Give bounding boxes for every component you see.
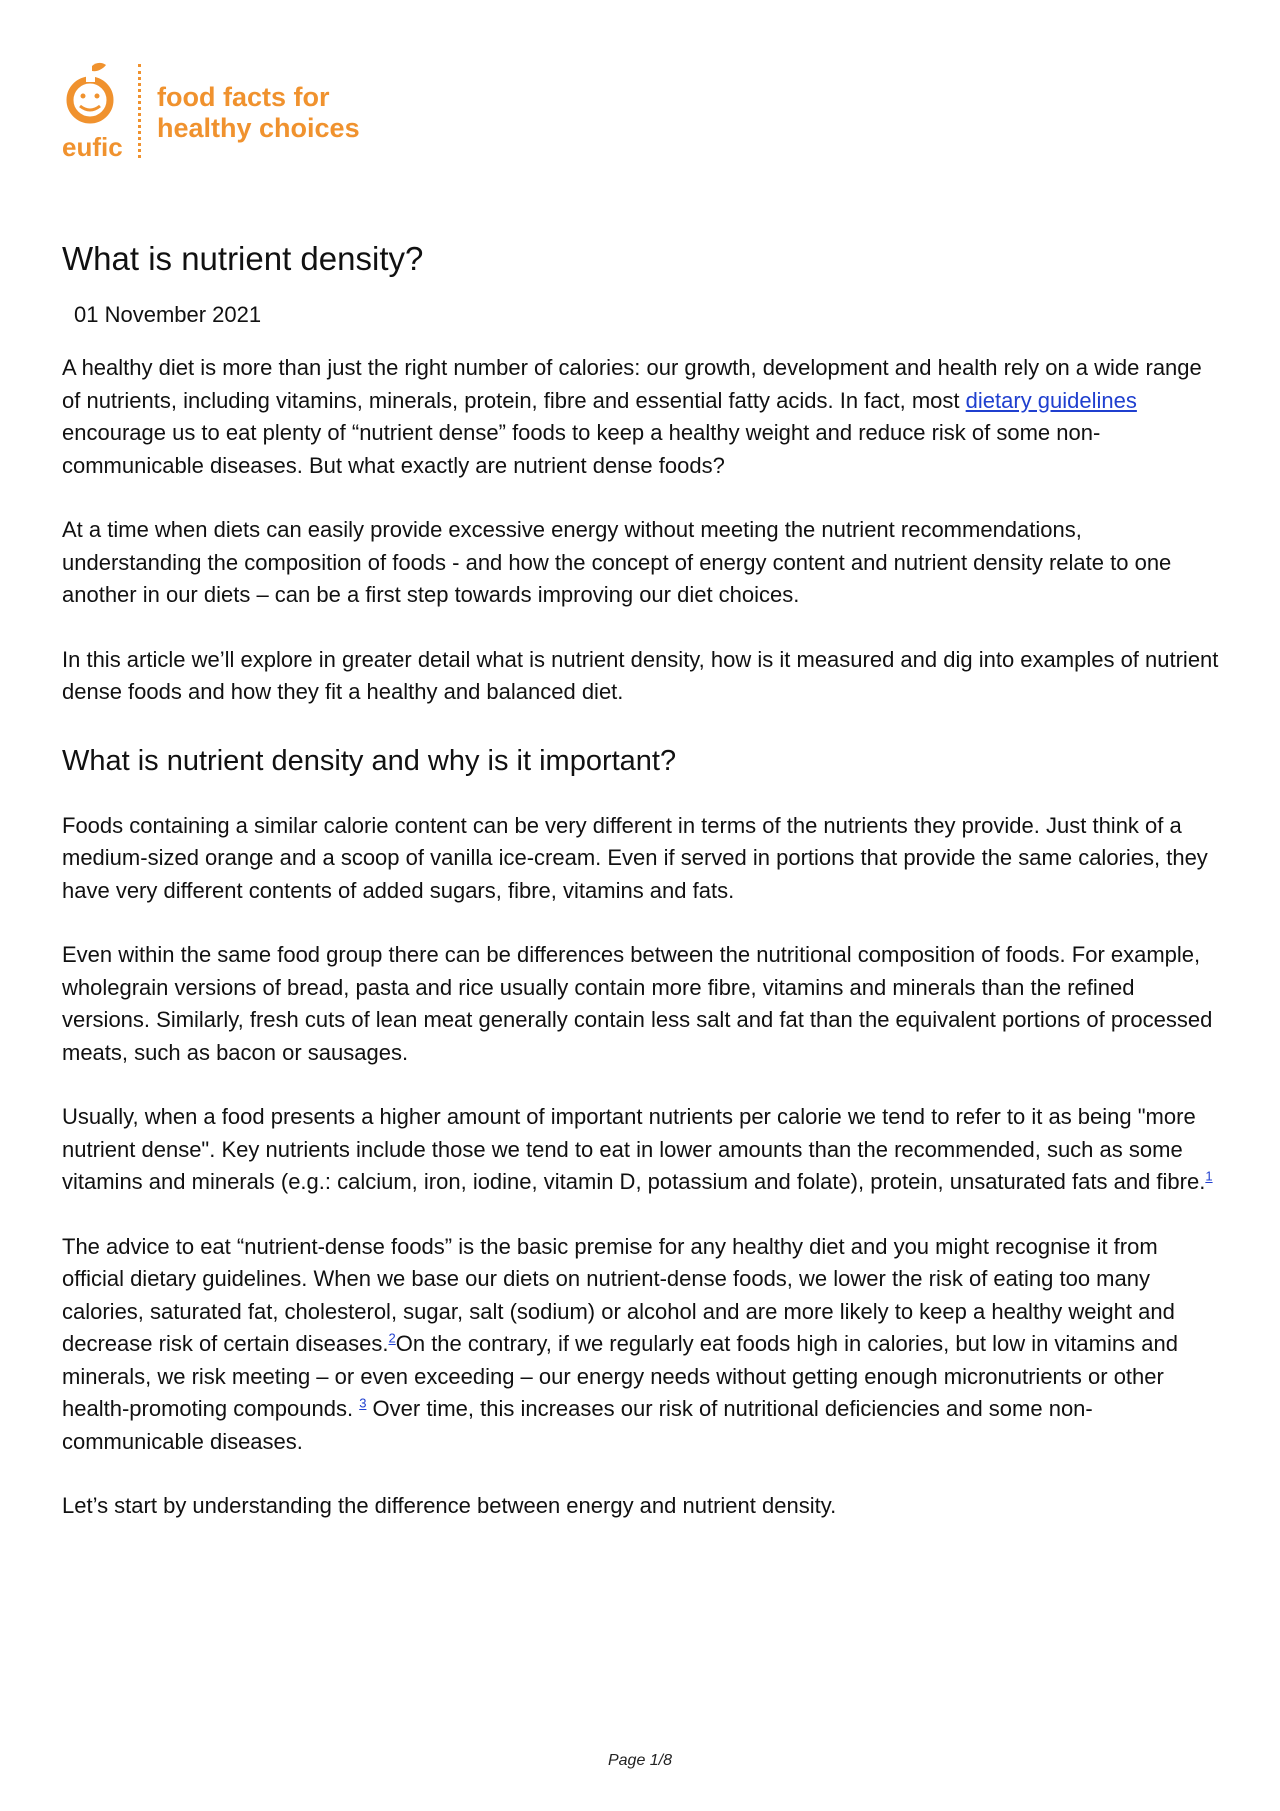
paragraph-5: Even within the same food group there can be differences between the nutritional composition of foods. For example, wholegrain versions of bread, pasta and rice usually contain more fibre, vitamins and minerals than the refined versions. Similarly, fresh cuts of lean meat generally contain less salt and fat than the equivalent portions of processed meats, such as bacon or sausages. [62,942,1213,1065]
paragraph-7-text-b: On the contrary, if we regularly eat foods high in calories, but low in vitamins and minerals, we risk meeting – or even exceeding – our energy needs without getting enough micronutrients or other health-promoting compounds. [62,1331,1178,1421]
dietary-guidelines-link[interactable]: dietary guidelines [965,387,1137,413]
paragraph-7-text-a: The advice to eat “nutrient-dense foods” is the basic premise for any healthy diet and you might recognise it from official dietary guidelines. When we base our diets on nutrient-dense foods, we lower the risk of eating too many calories, saturated fat, cholesterol, sugar, salt (sodium) or alcohol and are more likely to keep a healthy weight and decrease risk of certain diseases. [62,1233,1175,1356]
paragraph-intro [62,352,1222,482]
paragraph-8: Let’s start by understanding the difference between energy and nutrient density. [62,1493,837,1518]
footnote-ref-2[interactable]: 2 [388,1330,396,1346]
paragraph-3: In this article we’ll explore in greater detail what is nutrient density, how is it measured and dig into examples of nutrient dense foods and how they fit a healthy and balanced diet. [62,646,1219,704]
page-title: What is nutrient density? [62,240,424,277]
section-heading: What is nutrient density and why is it important? [62,744,677,777]
publish-date: 01 November 2021 [74,302,262,327]
apple-face-icon [66,62,116,128]
tagline [157,82,360,144]
page-number: Page 1/8 [607,1752,673,1769]
logo-wordmark: eufic [62,132,123,162]
site-header [62,62,402,162]
paragraph-7-text-c: Over time, this increases our risk of nutritional deficiencies and some non-communicable diseases. [62,1396,1093,1454]
footnote-ref-1[interactable]: 1 [1205,1168,1213,1184]
paragraph-intro-text-a: A healthy diet is more than just the right number of calories: our growth, development and health rely on a wide range of nutrients, including vitamins, minerals, protein, fibre and essential fatty acids. In fact, most [62,355,1202,413]
paragraph-7 [62,1231,1222,1459]
tagline-line-1: food facts for [157,82,330,112]
tagline-line-2: healthy choices [157,113,360,143]
article-body [62,240,1222,1555]
paragraph-6 [62,1101,1222,1199]
logo-divider [138,64,141,158]
eufic-logo[interactable] [62,62,122,160]
footnote-ref-3[interactable]: 3 [359,1395,367,1411]
paragraph-6-text: Usually, when a food presents a higher amount of important nutrients per calorie we tend to refer to it as being "more nutrient dense". Key nutrients include those we tend to eat in lower amounts than the recommended, such as some vitamins and minerals (e.g.: calcium, iron, iodine, vitamin D, potassium and folate), protein, unsaturated fats and fibre. [62,1104,1206,1194]
paragraph-4: Foods containing a similar calorie content can be very different in terms of the nutrients they provide. Just think of a medium-sized orange and a scoop of vanilla ice-cream. Even if served in portions that provide the same calories, they have very different contents of added sugars, fibre, vitamins and fats. [62,812,1208,903]
paragraph-intro-text-b: encourage us to eat plenty of “nutrient dense” foods to keep a healthy weight and reduce risk of some non-communicable diseases. But what exactly are nutrient dense foods? [62,420,1101,478]
paragraph-2: At a time when diets can easily provide excessive energy without meeting the nutrient recommendations, understanding the composition of foods - and how the concept of energy content and nutrient density relate to one another in our diets – can be a first step towards improving our diet choices. [62,517,1172,607]
